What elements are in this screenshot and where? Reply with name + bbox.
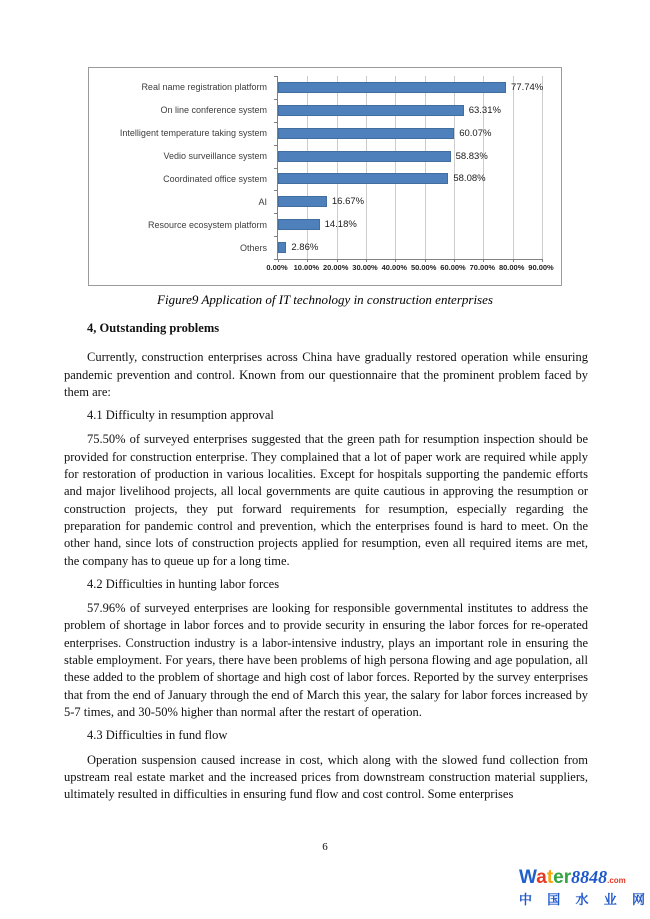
logo-subtitle-char: 国 [547, 892, 561, 907]
logo-number: 8848 [571, 867, 608, 887]
x-tick-label: 80.00% [498, 263, 525, 272]
chart-gridline [454, 76, 455, 259]
bar [278, 219, 320, 230]
chart-x-labels [266, 263, 554, 275]
category-label: Real name registration platform [141, 82, 267, 93]
section-41-paragraph: 75.50% of surveyed enterprises suggested that the green path for resumption inspection should be provided for construction enterprise. They complained that a lot of paper work are required while apply for restoration of production in various localities. Except for hospitals supporting the pandemic efforts and major livelihood projects, all local governments are quite cautious in approving the resumption or construction projects, they put forward requirements for resumption, especially regarding the preparation for pandemic control and prevention, which the enterprises found is hard to meet. On the other hand, since lots of construction projects applied for resumption, even all required items are met, the company has to queue up for a long time. [64, 432, 588, 568]
chart-gridline [337, 76, 338, 259]
chart-x-tick [454, 259, 455, 262]
x-tick-label: 70.00% [469, 263, 496, 272]
category-label: On line conference system [160, 105, 267, 116]
chart-gridline [395, 76, 396, 259]
logo-letter: t [546, 867, 554, 888]
x-tick-label: 0.00% [266, 263, 288, 272]
chart-y-tick [274, 145, 278, 146]
bar-value-label: 58.83% [455, 150, 488, 162]
chart-x-tick [337, 259, 338, 262]
category-label: AI [258, 196, 267, 207]
chart-y-tick [274, 190, 278, 191]
category-label: Others [239, 242, 267, 253]
chart-plot [277, 76, 542, 260]
chart-x-tick [513, 259, 514, 262]
chart-gridline [513, 76, 514, 259]
x-tick-label: 40.00% [381, 263, 408, 272]
chart-x-tick [307, 259, 308, 262]
x-tick-label: 90.00% [528, 263, 554, 272]
chart-x-tick [395, 259, 396, 262]
logo-subtitle-char: 水 [575, 892, 589, 907]
bar [278, 196, 327, 207]
chart-x-tick [483, 259, 484, 262]
chart-y-tick [274, 76, 278, 77]
chart-y-tick [274, 168, 278, 169]
logo-wordmark [519, 867, 647, 891]
document-body [64, 319, 588, 809]
bar [278, 128, 454, 139]
logo-water-letters [519, 867, 571, 888]
chart-gridline [307, 76, 308, 259]
chart-y-tick [274, 259, 278, 260]
chart-gridline [366, 76, 367, 259]
bar-value-label: 63.31% [468, 104, 501, 116]
chart-gridline [542, 76, 543, 259]
chart-y-tick [274, 236, 278, 237]
bar-value-label: 16.67% [331, 196, 365, 208]
logo-subtitle-char: 业 [603, 892, 617, 907]
section-heading: 4, Outstanding problems [87, 321, 220, 335]
category-label: Resource ecosystem platform [147, 219, 267, 230]
chart-x-tick [278, 259, 279, 262]
section-43-paragraph: Operation suspension caused increase in cost, which along with the slowed fund collection from upstream real estate market and the increased prices from downstream construction material suppliers, ultimately resulted in difficulties in ensuring fund flow and cost control. Some enterprises [64, 752, 588, 802]
category-label: Coordinated office system [163, 173, 267, 184]
bar-value-label: 58.08% [453, 173, 486, 185]
chart-y-tick [274, 99, 278, 100]
section-43-title: 4.3 Difficulties in fund flow [87, 728, 228, 743]
bar-value-label: 14.18% [324, 219, 357, 231]
chart-y-tick [274, 122, 278, 123]
x-tick-label: 30.00% [352, 263, 378, 272]
chart-categories [93, 76, 272, 259]
bar [278, 105, 464, 116]
logo-letter: r [563, 867, 572, 888]
x-tick-label: 50.00% [410, 263, 437, 272]
logo-letter: W [519, 867, 537, 888]
page-number: 6 [322, 841, 328, 853]
bar [278, 151, 451, 162]
bar [278, 173, 448, 184]
logo-letter: a [536, 867, 547, 888]
bar-value-label: 60.07% [459, 127, 492, 139]
x-tick-label: 60.00% [440, 263, 466, 272]
section-42-paragraph: 57.96% of surveyed enterprises are looking for responsible governmental institutes to address the problem of shortage in labor forces and to provide security in ensuring the labor forces for re-operated enterprises. Construction industry is a labor-intensive industry, plays an important role in ensuring the stable employment. For years, there have been problems of high persona flowing and age population, all these added to the problem of shortage and high cost of labor forces. Reported by the survey enterprises that from the end of January through the end of March this year, the salary for labor forces increased by 5-7 times, and 30-50% higher than normal after the restart of operation. [64, 601, 588, 719]
bar-value-label: 2.86% [291, 242, 319, 254]
category-label: Vedio surveillance system [163, 151, 267, 162]
chart-gridline [425, 76, 426, 259]
logo-subtitle [519, 892, 645, 907]
figure-caption: Figure9 Application of IT technology in construction enterprises [157, 292, 493, 307]
intro-paragraph: Currently, construction enterprises across China have gradually restored operation while ensuring pandemic prevention and control. Known from our questionnaire that the prominent problem faced by them are: [64, 350, 588, 399]
x-tick-label: 10.00% [293, 263, 320, 272]
section-42-title: 4.2 Difficulties in hunting labor forces [87, 576, 280, 591]
chart-x-tick [366, 259, 367, 262]
logo-tld: .com [607, 876, 626, 885]
chart-x-tick [542, 259, 543, 262]
x-tick-label: 20.00% [322, 263, 349, 272]
figure-chart [88, 67, 562, 286]
chart-gridline [483, 76, 484, 259]
category-label: Intelligent temperature taking system [119, 128, 267, 139]
bar-value-label: 77.74% [511, 81, 544, 93]
logo-subtitle-char: 网 [631, 892, 645, 907]
bar [278, 82, 506, 93]
chart-x-tick [425, 259, 426, 262]
section-41-title: 4.1 Difficulty in resumption approval [87, 408, 274, 423]
site-logo [519, 867, 647, 907]
logo-subtitle-char: 中 [519, 892, 533, 907]
logo-letter: e [553, 867, 564, 888]
chart-y-tick [274, 213, 278, 214]
bar [278, 242, 286, 253]
